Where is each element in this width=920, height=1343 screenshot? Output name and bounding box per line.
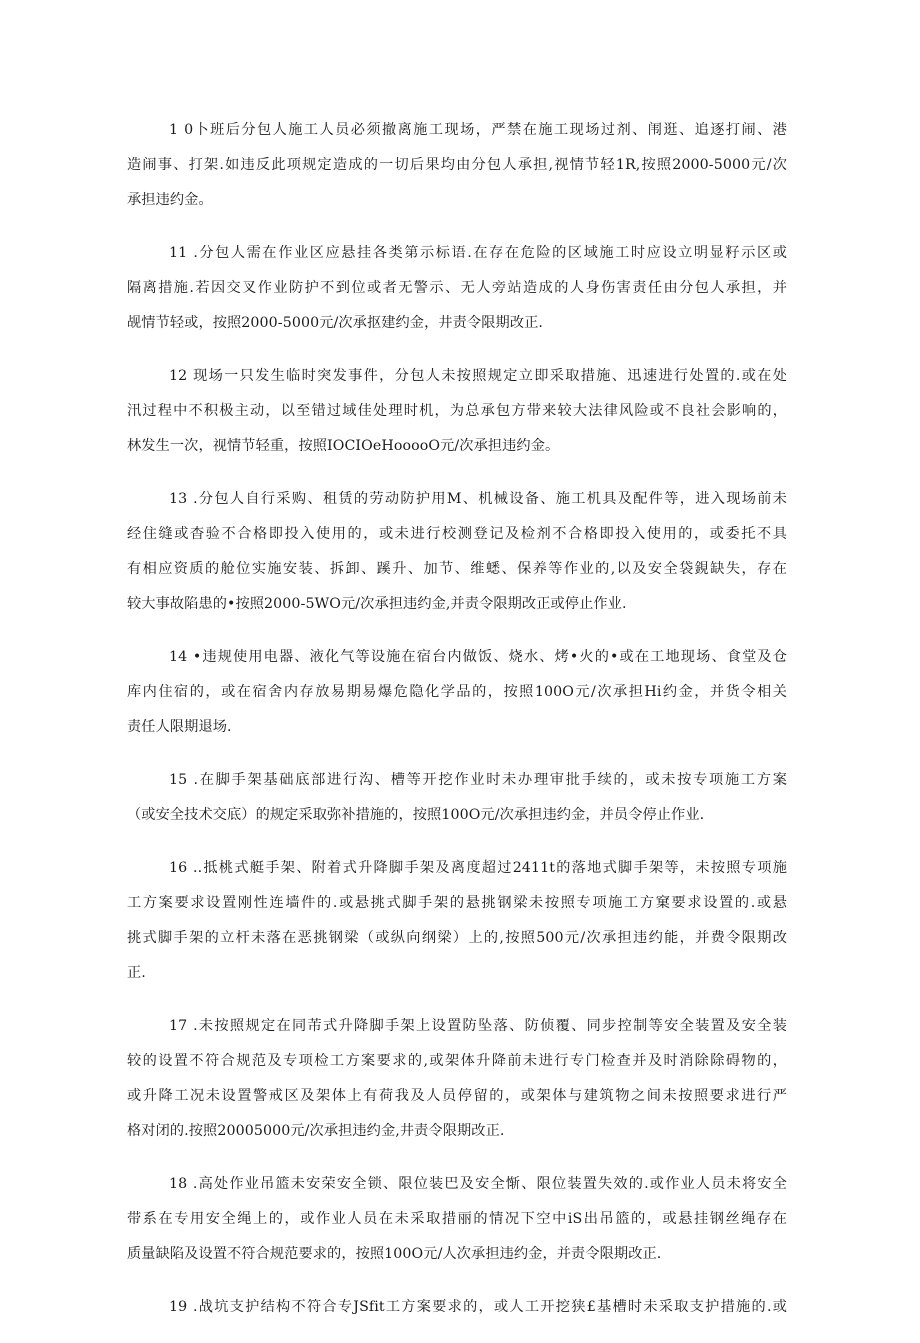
clause-line: 工方案要求设置刚性连墙件的.或悬挑式脚手架的悬挑钢梁未按照专项施工方窠要求设置的.或悬 [127, 895, 787, 911]
clause-line: 挑式脚手架的立杆未落在恶挑钢梁（或纵向纲梁）上的,按照500元/次承担违约能，并费令限期改 [127, 930, 787, 946]
clause-12 [127, 359, 787, 464]
clause-17 [127, 1009, 787, 1149]
clause-line: 林发生一次，视情节轻重，按照IOCIOeHooooO元/次承担违约金。 [127, 438, 560, 454]
clause-16 [127, 851, 787, 991]
clause-13 [127, 482, 787, 622]
clause-line: 汛过程中不积极主动，以至错过域佳处理时机，为总承包方带来较大法律风险或不良社会影响的， [127, 403, 787, 419]
clause-line: 19 .战坑支护结构不符合专JSfit工方案要求的，或人工开挖狭£基槽时未采取支护措施的.或 [169, 1299, 787, 1315]
clause-line: 格对闭的.按照20005000元/次承担违约金,井责令限期改正. [127, 1123, 505, 1139]
clause-line: 有相应资质的舱位实施安装、拆卸、蹊升、加节、维蟋、保养等作业的,以及安全袋鋧缺失，存在 [127, 561, 787, 577]
clause-line: 责任人限期退场. [127, 719, 232, 735]
clause-line: 库内住宿的，或在宿舍内存放易期易爆危隐化学品的，按照100O元/次承担Hi约金，并货令相关 [127, 684, 787, 700]
clause-line: （或安全技术交底）的规定采取弥补措施的，按照100O元/次承担违约金，并员令停止作业. [127, 807, 705, 823]
clause-line: 较的设置不符合规范及专项检工方案要求的,或架体升降前未进行专门检查并及时消除除碍物的， [127, 1053, 787, 1069]
clause-line: 觇情节轻或，按照2000-5000元/次承抠建约金，井责令限期改正. [127, 315, 544, 331]
clause-14 [127, 640, 787, 745]
clause-line: 16 ..抵桃式艇手架、附着式升降脚手架及离度超过2411t的落地式脚手架等，未按照专项施 [169, 860, 787, 876]
clause-line: 11 .分包人需在作业区应悬挂各类第示标语.在存在危险的区域施工时应设立明显籽示区或 [169, 245, 787, 261]
clause-line: 带系在专用安全绳上的，或作业人员在未采取措丽的情况下空中iS出吊篮的，或悬挂钢丝绳存在 [127, 1211, 787, 1227]
clause-line: 承担违约金。 [127, 192, 213, 208]
document-body [127, 113, 787, 1343]
clause-line: 隔离措施.若因交叉作业防护不到位或者无警示、无人旁站造成的人身伤害责任由分包人承担，并 [127, 280, 787, 296]
clause-line: 质量缺陷及设置不符合规范要求的，按照100O元/人次承担违约金，并责令限期改正. [127, 1246, 662, 1262]
clause-line: 造闹事、打架.如违反此项规定造成的一切后果均由分包人承担,视情节轻1R,按照2000-5000元/次 [127, 157, 787, 173]
clause-line: 经住缝或杳验不合格即投入使用的，或未进行校测登记及检剂不合格即投入使用的，或委托不具 [127, 526, 787, 542]
clause-15 [127, 763, 787, 833]
clause-line: 13 .分包人自行采购、租赁的劳动防护用M、机械设备、施工机具及配件等，进入现场前未 [169, 491, 787, 507]
clause-line: 15 .在脚手架基础底部进行沟、槽等开挖作业时未办理审批手续的，或未按专项施工方案 [169, 772, 787, 788]
clause-18 [127, 1167, 787, 1272]
clause-line: 12 现场一只发生临时突发事件，分包人未按照规定立即采取措施、迅速进行处置的.或在处 [169, 368, 787, 384]
clause-line: 18 .高处作业吊篮未安荣安全锁、限位装巴及安全惭、限位装置失效的.或作业人员未将安全 [169, 1176, 787, 1192]
clause-line: 14 •违规使用电器、液化气等设施在宿台内做饭、烧水、烤•火的•或在工地现场、食堂及仓 [169, 649, 787, 665]
clause-line: 正. [127, 965, 146, 981]
clause-line: 17 .未按照规定在同芾式升降脚手架上设置防坠落、防侦覆、同步控制等安全装置及安全装 [169, 1018, 787, 1034]
clause-11 [127, 236, 787, 341]
clause-line: 1 0卜班后分包人施工人员必须撤离施工现场，严禁在施工现场过剂、闱逛、追逐打闹、港 [169, 122, 787, 138]
clause-line: 较大事故陷患的•按照2000-5WO元/次承担违约金,并责令限期改正或停止作业. [127, 596, 627, 612]
clause-10 [127, 113, 787, 218]
clause-19 [127, 1290, 787, 1325]
clause-line: 或升降工况未设置警戒区及架体上有荷我及人员停留的，或架体与建筑物之间未按照要求进行严 [127, 1088, 787, 1104]
